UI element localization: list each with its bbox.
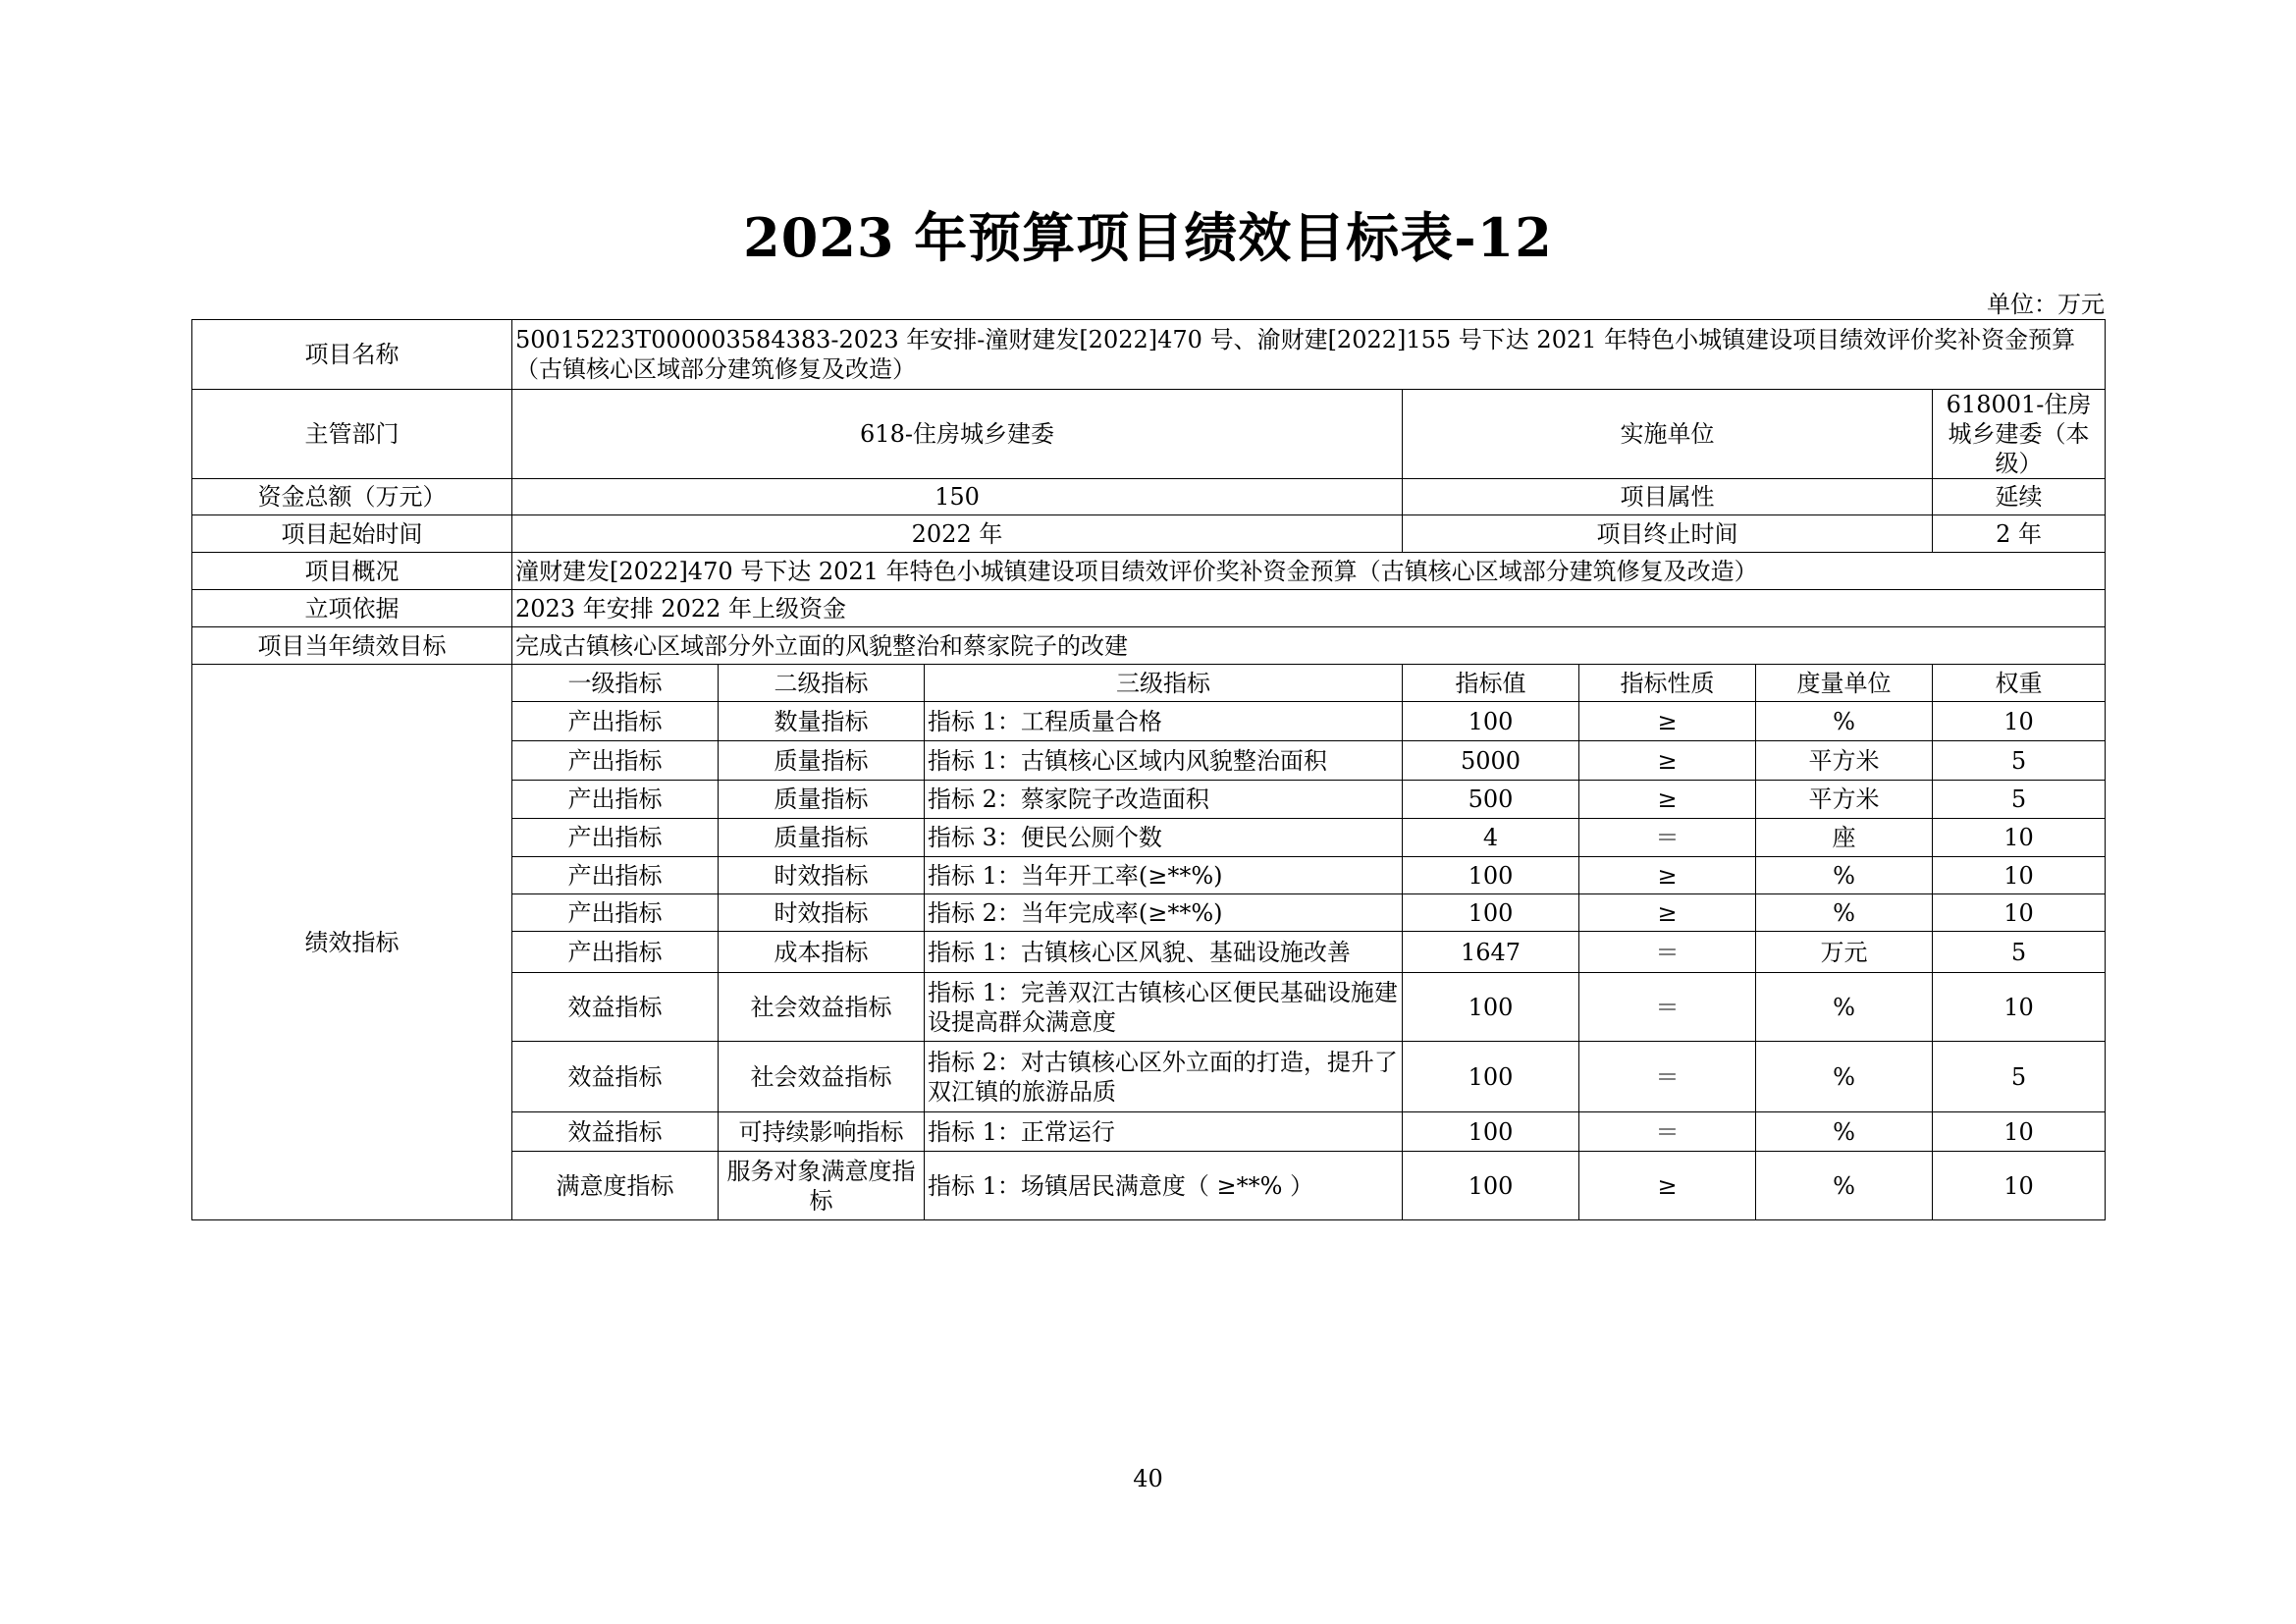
row-department bbox=[192, 390, 2106, 479]
unit-cell: 平方米 bbox=[1756, 781, 1933, 819]
level3-cell: 指标 1：当年开工率(≥**%) bbox=[925, 857, 1403, 894]
project-name-value: 50015223T000003584383-2023 年安排-潼财建发[2022]470 号、渝财建[2022]155 号下达 2021 年特色小城镇建设项目绩效评价奖补资金预算（古镇核心区域部分建筑修复及改造） bbox=[512, 320, 2106, 390]
header-weight: 权重 bbox=[1933, 665, 2106, 702]
row-project-name bbox=[192, 320, 2106, 390]
weight-cell: 10 bbox=[1933, 1112, 2106, 1152]
fund-value: 150 bbox=[512, 479, 1403, 515]
unit-cell: % bbox=[1756, 1042, 1933, 1112]
level3-cell: 指标 1：场镇居民满意度（ ≥**% ） bbox=[925, 1152, 1403, 1220]
nature-cell: ＝ bbox=[1579, 1042, 1756, 1112]
weight-cell: 10 bbox=[1933, 702, 2106, 741]
header-nature: 指标性质 bbox=[1579, 665, 1756, 702]
level2-cell: 社会效益指标 bbox=[719, 973, 925, 1042]
nature-cell: ≥ bbox=[1579, 894, 1756, 932]
weight-cell: 10 bbox=[1933, 857, 2106, 894]
level3-cell: 指标 2：蔡家院子改造面积 bbox=[925, 781, 1403, 819]
level3-cell: 指标 1：古镇核心区风貌、基础设施改善 bbox=[925, 932, 1403, 973]
header-level2: 二级指标 bbox=[719, 665, 925, 702]
level3-cell: 指标 1：完善双江古镇核心区便民基础设施建设提高群众满意度 bbox=[925, 973, 1403, 1042]
dept-label: 主管部门 bbox=[192, 390, 512, 479]
unit-cell: 万元 bbox=[1756, 932, 1933, 973]
level2-cell: 时效指标 bbox=[719, 894, 925, 932]
level1-cell: 满意度指标 bbox=[512, 1152, 719, 1220]
nature-cell: ＝ bbox=[1579, 1112, 1756, 1152]
level3-cell: 指标 2：当年完成率(≥**%) bbox=[925, 894, 1403, 932]
header-unit: 度量单位 bbox=[1756, 665, 1933, 702]
page-title: 2023 年预算项目绩效目标表-12 bbox=[743, 206, 1553, 269]
value-cell: 1647 bbox=[1403, 932, 1579, 973]
weight-cell: 5 bbox=[1933, 1042, 2106, 1112]
level1-cell: 产出指标 bbox=[512, 741, 719, 781]
level1-cell: 效益指标 bbox=[512, 1112, 719, 1152]
unit-label: 单位：万元 bbox=[1987, 291, 2105, 318]
attr-label: 项目属性 bbox=[1403, 479, 1933, 515]
value-cell: 100 bbox=[1403, 894, 1579, 932]
value-cell: 100 bbox=[1403, 702, 1579, 741]
nature-cell: ＝ bbox=[1579, 819, 1756, 857]
value-cell: 100 bbox=[1403, 857, 1579, 894]
weight-cell: 10 bbox=[1933, 973, 2106, 1042]
impl-value: 618001-住房城乡建委（本级） bbox=[1933, 390, 2106, 479]
level1-cell: 效益指标 bbox=[512, 1042, 719, 1112]
weight-cell: 10 bbox=[1933, 894, 2106, 932]
header-level3: 三级指标 bbox=[925, 665, 1403, 702]
level2-cell: 社会效益指标 bbox=[719, 1042, 925, 1112]
unit-cell: % bbox=[1756, 702, 1933, 741]
level2-cell: 时效指标 bbox=[719, 857, 925, 894]
value-cell: 100 bbox=[1403, 973, 1579, 1042]
goal-label: 项目当年绩效目标 bbox=[192, 627, 512, 665]
goal-value: 完成古镇核心区域部分外立面的风貌整治和蔡家院子的改建 bbox=[512, 627, 2106, 665]
unit-cell: % bbox=[1756, 1152, 1933, 1220]
nature-cell: ≥ bbox=[1579, 702, 1756, 741]
nature-cell: ＝ bbox=[1579, 973, 1756, 1042]
level2-cell: 数量指标 bbox=[719, 702, 925, 741]
performance-table bbox=[191, 319, 2106, 1220]
header-value: 指标值 bbox=[1403, 665, 1579, 702]
nature-cell: ≥ bbox=[1579, 781, 1756, 819]
indicator-header-row bbox=[192, 665, 2106, 702]
nature-cell: ≥ bbox=[1579, 1152, 1756, 1220]
row-fund bbox=[192, 479, 2106, 515]
dept-value: 618-住房城乡建委 bbox=[512, 390, 1403, 479]
basis-value: 2023 年安排 2022 年上级资金 bbox=[512, 590, 2106, 627]
overview-label: 项目概况 bbox=[192, 553, 512, 590]
attr-value: 延续 bbox=[1933, 479, 2106, 515]
header-level1: 一级指标 bbox=[512, 665, 719, 702]
project-name-label: 项目名称 bbox=[192, 320, 512, 390]
weight-cell: 5 bbox=[1933, 741, 2106, 781]
weight-cell: 10 bbox=[1933, 1152, 2106, 1220]
level3-cell: 指标 1：正常运行 bbox=[925, 1112, 1403, 1152]
row-basis bbox=[192, 590, 2106, 627]
unit-cell: 平方米 bbox=[1756, 741, 1933, 781]
level3-cell: 指标 3：便民公厕个数 bbox=[925, 819, 1403, 857]
level1-cell: 产出指标 bbox=[512, 702, 719, 741]
level2-cell: 质量指标 bbox=[719, 819, 925, 857]
nature-cell: ≥ bbox=[1579, 741, 1756, 781]
indicator-section-label: 绩效指标 bbox=[192, 665, 512, 1220]
level1-cell: 产出指标 bbox=[512, 781, 719, 819]
page-number: 40 bbox=[1133, 1465, 1163, 1492]
value-cell: 4 bbox=[1403, 819, 1579, 857]
basis-label: 立项依据 bbox=[192, 590, 512, 627]
level1-cell: 产出指标 bbox=[512, 857, 719, 894]
weight-cell: 5 bbox=[1933, 781, 2106, 819]
row-overview bbox=[192, 553, 2106, 590]
level2-cell: 服务对象满意度指标 bbox=[719, 1152, 925, 1220]
level1-cell: 产出指标 bbox=[512, 894, 719, 932]
level3-cell: 指标 1：工程质量合格 bbox=[925, 702, 1403, 741]
overview-value: 潼财建发[2022]470 号下达 2021 年特色小城镇建设项目绩效评价奖补资金预算（古镇核心区域部分建筑修复及改造） bbox=[512, 553, 2106, 590]
level1-cell: 效益指标 bbox=[512, 973, 719, 1042]
unit-cell: % bbox=[1756, 894, 1933, 932]
level2-cell: 成本指标 bbox=[719, 932, 925, 973]
nature-cell: ＝ bbox=[1579, 932, 1756, 973]
impl-label: 实施单位 bbox=[1403, 390, 1933, 479]
end-value: 2 年 bbox=[1933, 515, 2106, 553]
level2-cell: 可持续影响指标 bbox=[719, 1112, 925, 1152]
nature-cell: ≥ bbox=[1579, 857, 1756, 894]
value-cell: 5000 bbox=[1403, 741, 1579, 781]
end-label: 项目终止时间 bbox=[1403, 515, 1933, 553]
unit-cell: % bbox=[1756, 857, 1933, 894]
unit-cell: 座 bbox=[1756, 819, 1933, 857]
level2-cell: 质量指标 bbox=[719, 741, 925, 781]
unit-cell: % bbox=[1756, 973, 1933, 1042]
unit-cell: % bbox=[1756, 1112, 1933, 1152]
value-cell: 500 bbox=[1403, 781, 1579, 819]
value-cell: 100 bbox=[1403, 1042, 1579, 1112]
value-cell: 100 bbox=[1403, 1152, 1579, 1220]
level2-cell: 质量指标 bbox=[719, 781, 925, 819]
level3-cell: 指标 2：对古镇核心区外立面的打造，提升了双江镇的旅游品质 bbox=[925, 1042, 1403, 1112]
level3-cell: 指标 1：古镇核心区域内风貌整治面积 bbox=[925, 741, 1403, 781]
value-cell: 100 bbox=[1403, 1112, 1579, 1152]
weight-cell: 10 bbox=[1933, 819, 2106, 857]
start-label: 项目起始时间 bbox=[192, 515, 512, 553]
level1-cell: 产出指标 bbox=[512, 932, 719, 973]
start-value: 2022 年 bbox=[512, 515, 1403, 553]
row-goal bbox=[192, 627, 2106, 665]
weight-cell: 5 bbox=[1933, 932, 2106, 973]
row-time bbox=[192, 515, 2106, 553]
fund-label: 资金总额（万元） bbox=[192, 479, 512, 515]
level1-cell: 产出指标 bbox=[512, 819, 719, 857]
